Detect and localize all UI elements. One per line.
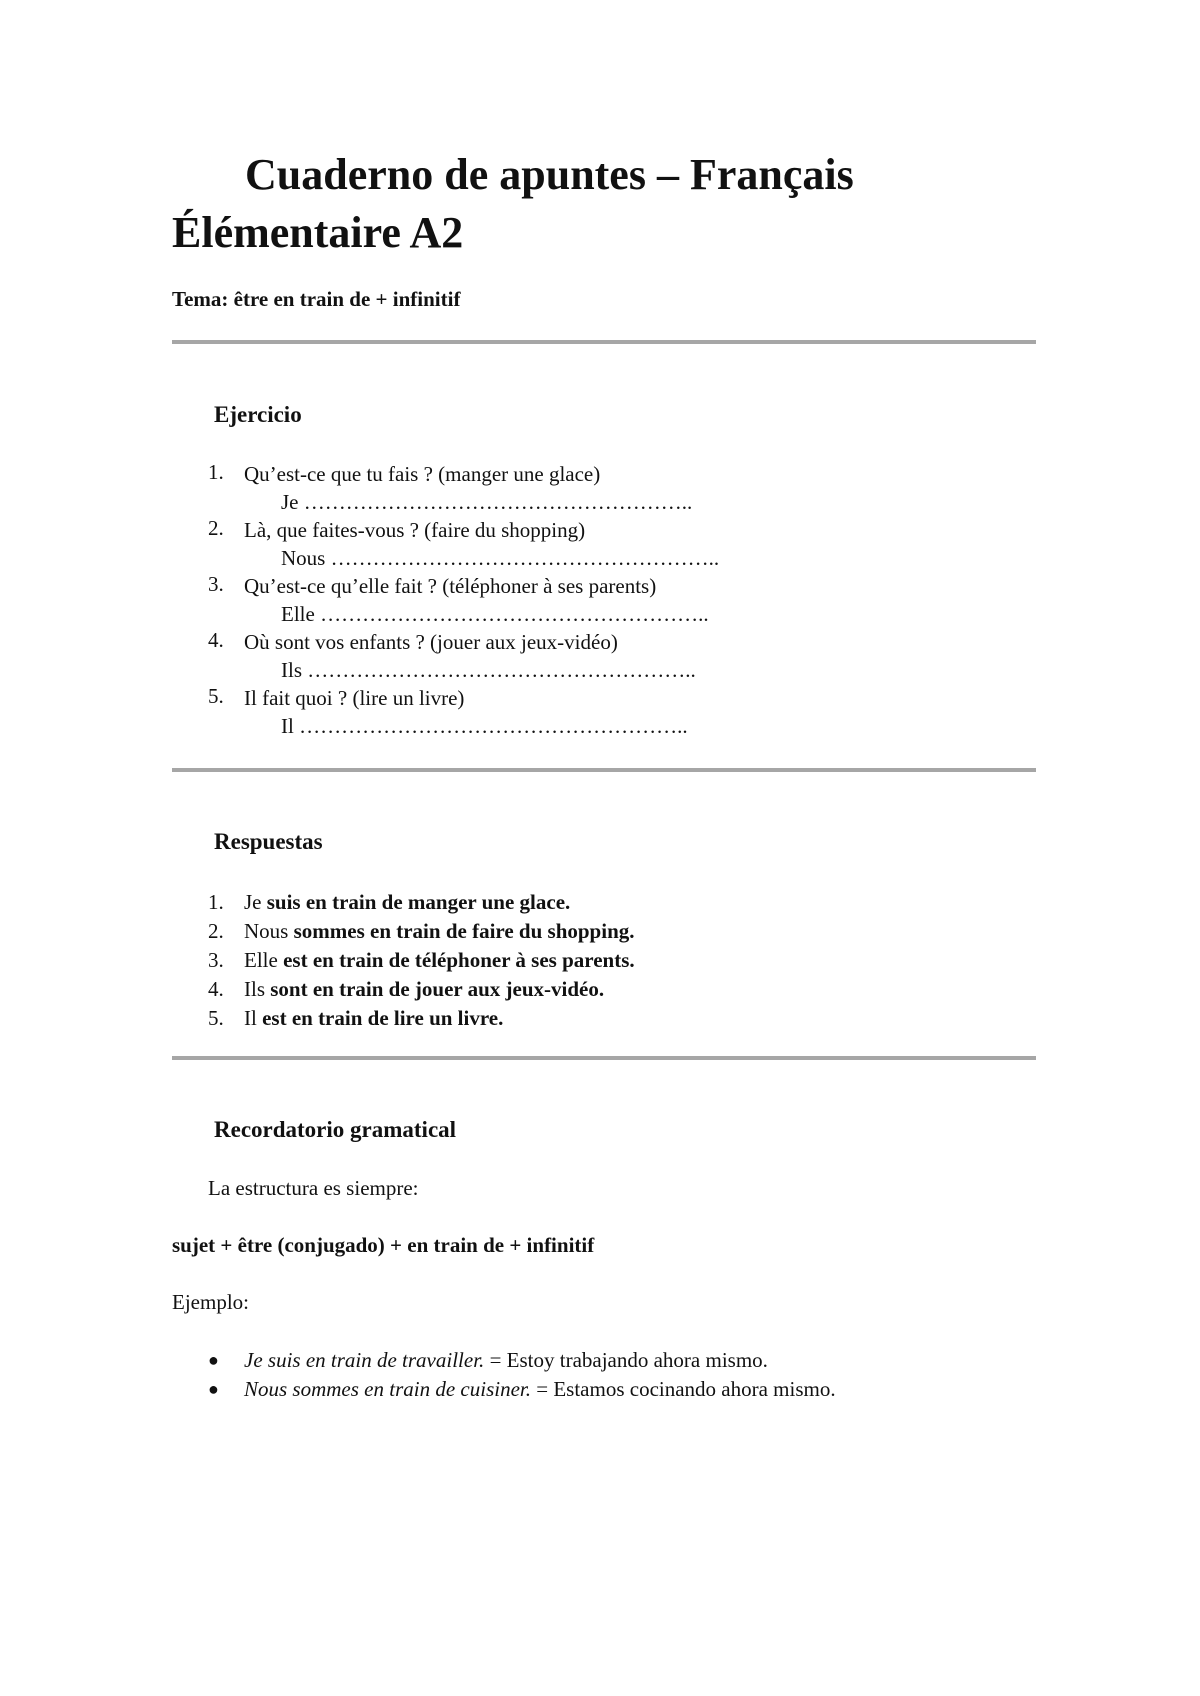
exercise-question: Là, que faites-vous ? (faire du shopping) <box>244 518 586 542</box>
answers-list <box>208 888 635 1033</box>
exercise-number: 1. <box>208 460 224 484</box>
answer-number: 1. <box>208 890 224 914</box>
ejercicio-heading: Ejercicio <box>214 402 302 427</box>
title-line-1: Cuaderno de apuntes – Français <box>245 150 854 199</box>
answer-verb-phrase: sommes en train de faire du shopping. <box>293 919 635 943</box>
answer-number: 4. <box>208 977 224 1001</box>
answer-item <box>208 888 635 917</box>
section-divider <box>172 1056 1036 1060</box>
example-translation: = Estoy trabajando ahora mismo. <box>484 1348 768 1372</box>
answer-subject: Je <box>244 890 267 914</box>
exercise-number: 4. <box>208 628 224 652</box>
answer-subject: Il <box>244 1006 263 1030</box>
exercise-number: 3. <box>208 572 224 596</box>
exercise-answer-blank: Il ……………………………………………….. <box>281 714 688 738</box>
bullet-icon: ● <box>208 1379 219 1399</box>
document-title <box>172 146 1036 262</box>
bullet-icon: ● <box>208 1350 219 1370</box>
answer-verb-phrase: sont en train de jouer aux jeux-vidéo. <box>270 977 605 1001</box>
exercise-question: Qu’est-ce que tu fais ? (manger une glace) <box>244 462 601 486</box>
exercise-question: Il fait quoi ? (lire un livre) <box>244 686 465 710</box>
answer-verb-phrase: est en train de téléphoner à ses parents. <box>283 948 635 972</box>
exercise-item <box>208 628 719 684</box>
exercise-list <box>208 460 719 740</box>
example-french: Je suis en train de travailler. <box>244 1348 485 1372</box>
answer-number: 2. <box>208 919 224 943</box>
exercise-answer-blank: Elle ……………………………………………….. <box>281 602 709 626</box>
exercise-number: 5. <box>208 684 224 708</box>
examples-list <box>208 1346 836 1404</box>
section-divider <box>172 768 1036 772</box>
answer-subject: Nous <box>244 919 294 943</box>
answer-item <box>208 917 635 946</box>
exercise-answer-blank: Nous ……………………………………………….. <box>281 546 720 570</box>
answer-subject: Elle <box>244 948 284 972</box>
answer-subject: Ils <box>244 977 271 1001</box>
section-divider <box>172 340 1036 344</box>
exercise-item <box>208 572 719 628</box>
exercise-item <box>208 684 719 740</box>
exercise-number: 2. <box>208 516 224 540</box>
answer-number: 3. <box>208 948 224 972</box>
respuestas-heading: Respuestas <box>214 829 323 854</box>
title-line-2: Élémentaire A2 <box>172 208 464 257</box>
exercise-question: Où sont vos enfants ? (jouer aux jeux-vidéo) <box>244 630 618 654</box>
answer-verb-phrase: est en train de lire un livre. <box>262 1006 504 1030</box>
example-label: Ejemplo: <box>172 1290 249 1314</box>
exercise-answer-blank: Je ……………………………………………….. <box>281 490 693 514</box>
example-item <box>208 1346 836 1375</box>
exercise-answer-blank: Ils ……………………………………………….. <box>281 658 696 682</box>
example-french: Nous sommes en train de cuisiner. <box>244 1377 531 1401</box>
example-item <box>208 1375 836 1404</box>
exercise-item <box>208 516 719 572</box>
structure-formula: sujet + être (conjugado) + en train de + infinitif <box>172 1233 595 1257</box>
topic-line: Tema: être en train de + infinitif <box>172 287 461 311</box>
answer-item <box>208 946 635 975</box>
exercise-question: Qu’est-ce qu’elle fait ? (téléphoner à ses parents) <box>244 574 657 598</box>
answer-verb-phrase: suis en train de manger une glace. <box>266 890 571 914</box>
example-translation: = Estamos cocinando ahora mismo. <box>531 1377 836 1401</box>
structure-intro: La estructura es siempre: <box>208 1176 419 1200</box>
recordatorio-heading: Recordatorio gramatical <box>214 1117 457 1142</box>
answer-item <box>208 1004 635 1033</box>
document-page <box>172 0 1036 1696</box>
answer-number: 5. <box>208 1006 224 1030</box>
exercise-item <box>208 460 719 516</box>
answer-item <box>208 975 635 1004</box>
